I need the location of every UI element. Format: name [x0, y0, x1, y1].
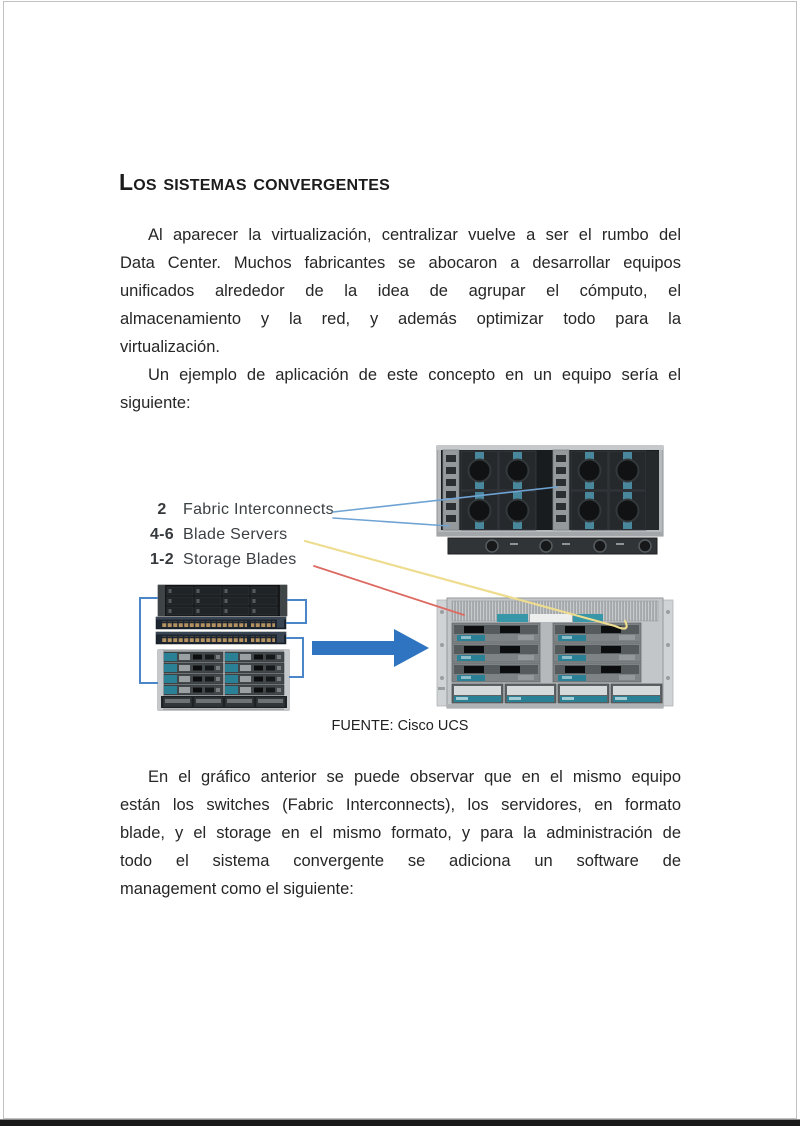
paragraph-line: Al aparecer la virtualización, centralizar vuelve a ser el rumbo del — [148, 226, 681, 244]
paragraph-line: siguiente: — [120, 394, 191, 412]
right-arrow — [312, 629, 429, 667]
label-text: Blade Servers — [183, 526, 288, 543]
paragraph-line: management como el siguiente: — [120, 880, 354, 898]
figure-caption: FUENTE: Cisco UCS — [331, 718, 469, 734]
paragraph-line: virtualización. — [120, 338, 220, 356]
storage-array-image — [158, 585, 287, 616]
label-text: Fabric Interconnects — [183, 501, 334, 518]
label-qty: 2 — [157, 501, 167, 518]
label-qty: 1-2 — [149, 551, 175, 568]
paragraph-intro — [120, 221, 681, 361]
figure-artwork — [0, 440, 800, 760]
paragraph-line: En el gráfico anterior se puede observar que en el mismo equipo — [148, 768, 681, 786]
front-chassis-image — [437, 598, 673, 708]
page-title: Los sistemas convergentes — [119, 169, 390, 195]
paragraph-example — [120, 361, 681, 417]
blade-chassis-image — [158, 650, 289, 710]
paragraph-line: blade, y el storage en el mismo formato, y para la administración de — [120, 824, 681, 842]
storage-blades-line — [314, 566, 464, 615]
paragraph-line: almacenamiento y la red, y además optimizar todo para la — [120, 310, 681, 328]
paragraph-line: unificados alrededor de la idea de agrupar el cómputo, el — [120, 282, 681, 300]
bracket-left — [140, 598, 158, 683]
label-text: Storage Blades — [183, 551, 297, 568]
rear-chassis-image — [437, 446, 663, 554]
paragraph-explanation — [120, 763, 681, 903]
paragraph-line: Un ejemplo de aplicación de este concepto en un equipo sería el — [148, 366, 681, 384]
page-bottom-edge — [0, 1119, 800, 1126]
fabric-switches-image — [156, 617, 286, 644]
bracket-right-top — [286, 600, 306, 623]
fabric-interconnects-line — [333, 518, 449, 526]
label-qty: 4-6 — [149, 526, 175, 543]
paragraph-line: Data Center. Muchos fabricantes se abocaron a desarrollar equipos — [120, 254, 681, 272]
paragraph-line: todo el sistema convergente se adiciona un software de — [120, 852, 681, 870]
paragraph-line: están los switches (Fabric Interconnects), los servidores, en formato — [120, 796, 681, 814]
